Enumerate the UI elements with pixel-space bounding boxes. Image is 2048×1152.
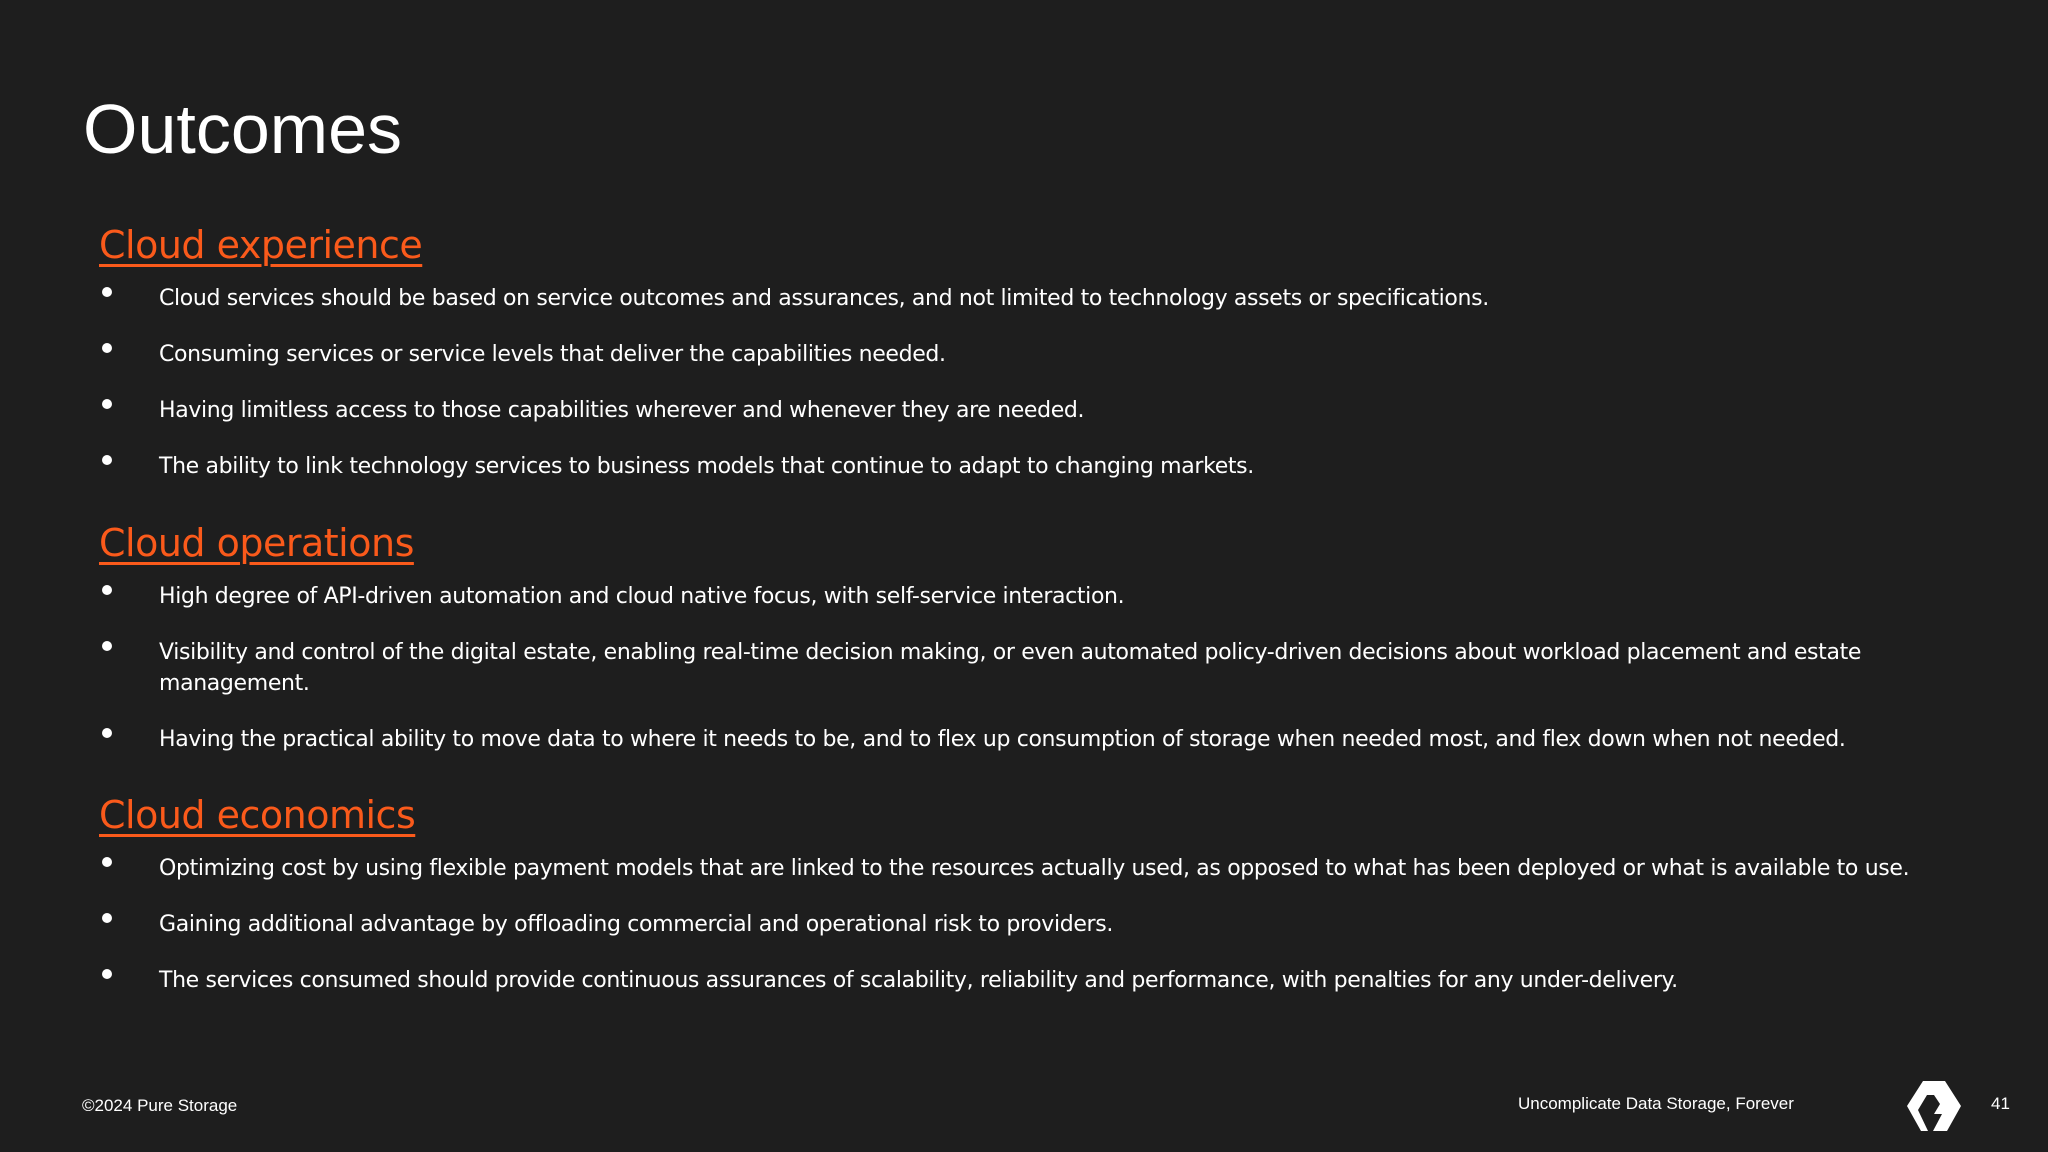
bullet-text: Consuming services or service levels that deliver the capabilities needed. [159, 342, 946, 367]
bullet-dot-icon [102, 857, 112, 867]
bullet-item [99, 965, 1999, 996]
bullet-text: Having limitless access to those capabilities wherever and whenever they are needed. [159, 398, 1085, 423]
bullet-dot-icon [102, 585, 112, 595]
bullet-list [99, 283, 1999, 482]
bullet-item [99, 853, 1999, 884]
section-heading: Cloud experience [99, 223, 423, 267]
bullet-dot-icon [102, 969, 112, 979]
bullet-item [99, 339, 1999, 370]
footer-tagline: Uncomplicate Data Storage, Forever [1518, 1094, 1794, 1113]
bullet-item [99, 909, 1999, 940]
section-heading: Cloud economics [99, 793, 416, 837]
bullet-list [99, 581, 1999, 755]
bullet-item [99, 637, 1999, 699]
bullet-list [99, 853, 1999, 996]
bullet-text: High degree of API-driven automation and cloud native focus, with self-service interaction. [159, 584, 1125, 609]
bullet-dot-icon [102, 728, 112, 738]
bullet-text: Gaining additional advantage by offloading commercial and operational risk to providers. [159, 912, 1113, 937]
bullet-item [99, 724, 1999, 755]
page-number: 41 [1991, 1094, 2010, 1113]
bullet-item [99, 581, 1999, 612]
pure-storage-logo-icon [1906, 1080, 1962, 1132]
footer-copyright: ©2024 Pure Storage [82, 1096, 238, 1115]
bullet-text: Visibility and control of the digital estate, enabling real-time decision making, or even automated policy-driven decisions about workload placement and estate management. [159, 640, 1862, 696]
bullet-text: Optimizing cost by using flexible payment models that are linked to the resources actually used, as opposed to what has been deployed or what is available to use. [159, 856, 1910, 881]
bullet-dot-icon [102, 641, 112, 651]
bullet-item [99, 451, 1999, 482]
section-cloud-operations [99, 519, 1999, 780]
bullet-dot-icon [102, 399, 112, 409]
bullet-dot-icon [102, 343, 112, 353]
bullet-dot-icon [102, 287, 112, 297]
bullet-dot-icon [102, 455, 112, 465]
section-heading: Cloud operations [99, 521, 414, 565]
bullet-text: The ability to link technology services to business models that continue to adapt to changing markets. [159, 454, 1254, 479]
bullet-item [99, 283, 1999, 314]
bullet-dot-icon [102, 913, 112, 923]
bullet-text: Having the practical ability to move data to where it needs to be, and to flex up consumption of storage when needed most, and flex down when not needed. [159, 727, 1846, 752]
section-cloud-experience [99, 221, 1999, 507]
bullet-text: The services consumed should provide continuous assurances of scalability, reliability and performance, with penalties for any under-delivery. [159, 968, 1678, 993]
bullet-item [99, 395, 1999, 426]
bullet-text: Cloud services should be based on service outcomes and assurances, and not limited to technology assets or specifications. [159, 286, 1489, 311]
section-cloud-economics [99, 791, 1999, 1021]
slide-title: Outcomes [83, 90, 402, 168]
